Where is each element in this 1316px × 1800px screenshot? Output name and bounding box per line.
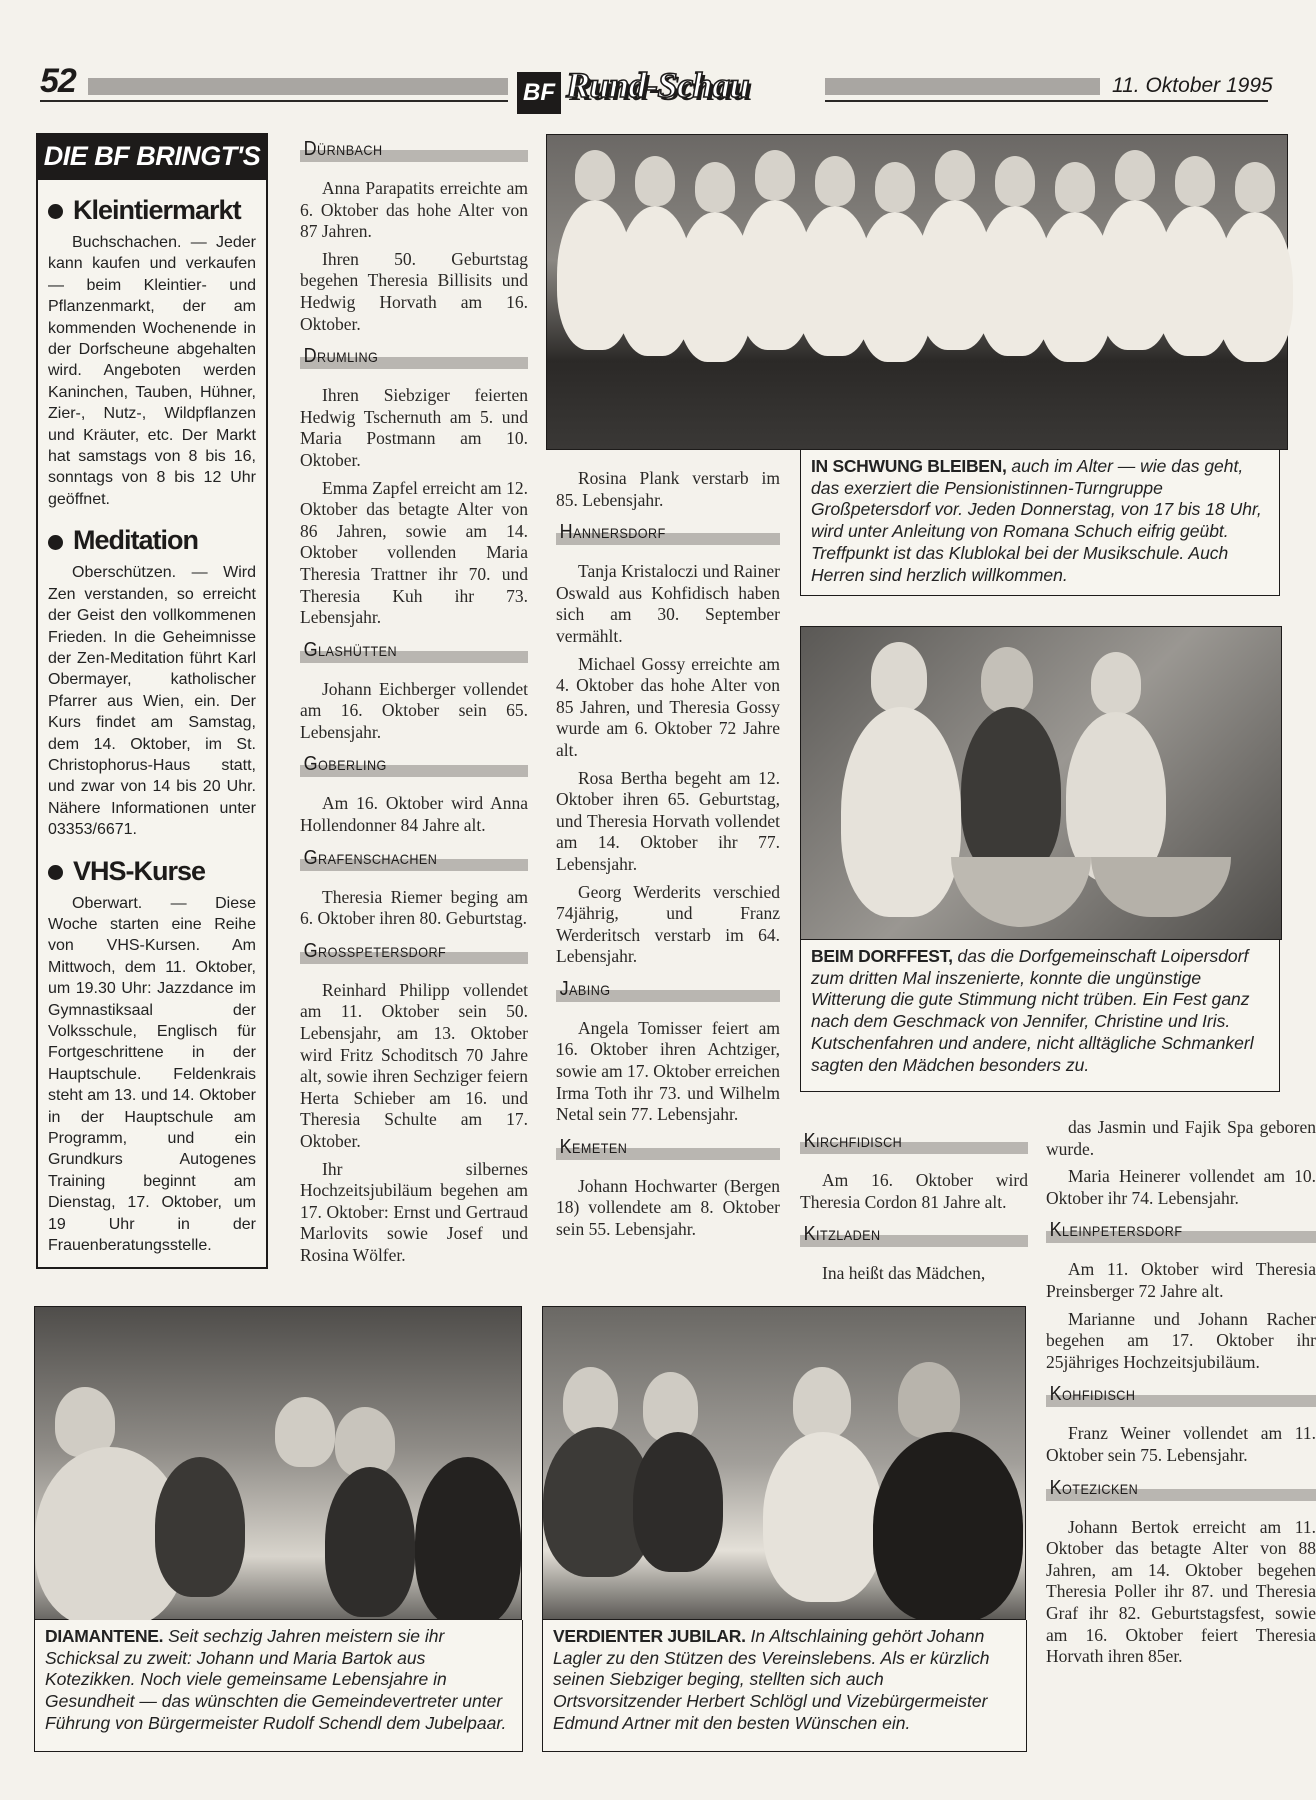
masthead-rule-left [40, 100, 508, 102]
section-heading-text: Grafenschachen [303, 846, 438, 869]
news-section [556, 1136, 780, 1241]
photo-diamantene [34, 1306, 522, 1620]
news-paragraph: Ihren Siebziger feierten Hedwig Tschernuth am 5. und Maria Postmann am 10. Oktober. [300, 385, 528, 470]
news-section [300, 847, 528, 930]
column-2 [300, 128, 528, 1273]
news-section [300, 639, 528, 744]
caption-text: In Altschlaining gehört Johann Lagler zu den Stützen des Vereinslebens. Als er kürzlich seinen Siebziger beging, stellten sich auch Ortsvorsitzender Herbert Schlögl und Vizebürgermeister Edmund Artner mit den besten Wünschen ein. [553, 1626, 990, 1733]
news-paragraph: Tanja Kristaloczi und Rainer Oswald aus Kohfidisch haben sich am 30. September vermählt. [556, 561, 780, 646]
news-paragraph: Angela Tomisser feiert am 16. Oktober ihren Achtziger, sowie am 17. Oktober erreichen Irma Toth ihr 73. und Wilhelm Netal sein 77. Lebensjahr. [556, 1017, 781, 1125]
section-heading [556, 978, 780, 1004]
section-heading [556, 1136, 780, 1162]
section-heading-text: Jabing [559, 977, 611, 1000]
section-heading [300, 847, 528, 873]
person-head [575, 150, 615, 200]
person-head [635, 156, 675, 206]
news-paragraph: Ihren 50. Geburtstag begehen Theresia Billisits und Hedwig Horvath am 16. Oktober. [300, 248, 528, 334]
news-section [1046, 1219, 1316, 1373]
person-head [815, 156, 855, 206]
news-paragraph: Marianne und Johann Racher begehen am 17. Oktober ihr 25jähriges Hochzeitsjubiläum. [1046, 1308, 1316, 1372]
section-heading [1046, 1219, 1316, 1245]
person-head [935, 150, 975, 200]
section-heading [556, 521, 780, 547]
caption-turngruppe [800, 450, 1280, 596]
caption-jubilar [542, 1620, 1027, 1752]
caption-lead: IN SCHWUNG BLEIBEN, [811, 456, 1007, 476]
person-head [695, 162, 735, 212]
sidebar-heading-text: Meditation [73, 525, 198, 556]
news-paragraph: Johann Eichberger vollendet am 16. Oktober sein 65. Lebensjahr. [300, 678, 528, 742]
caption-lead: DIAMANTENE. [45, 1626, 164, 1646]
bullet-icon [48, 865, 63, 880]
section-heading-text: Grosspetersdorf [303, 939, 447, 962]
column-3 [556, 468, 780, 1247]
news-paragraph: Ihr silbernes Hochzeitsjubiläum begehen am 17. Oktober: Ernst und Gertraud Marlovits sowie Josef und Rosina Wölfer. [300, 1158, 528, 1265]
masthead-bar-left [88, 78, 508, 95]
caption-lead: BEIM DORFFEST, [811, 946, 953, 966]
publication-logo: Rund-Schau [566, 65, 750, 105]
section-heading-text: Kitzladen [803, 1223, 881, 1246]
caption-text: Seit sechzig Jahren meistern sie ihr Schicksal zu zweit: Johann und Maria Bartok aus Kotezikken. Noch viele gemeinsame Lebensjahre in Gesundheit — das wünschten die Gemeindevertreter unter Führung von Bürgermeister Rudolf Schendl dem Jubelpaar. [45, 1626, 507, 1733]
news-paragraph: Georg Werderits verschied 74jährig, und Franz Werderitsch verstarb im 64. Lebensjahr. [556, 881, 780, 967]
news-section [300, 940, 528, 1267]
news-section [556, 978, 780, 1126]
section-heading-text: Drumling [303, 345, 379, 368]
news-paragraph: Anna Parapatits erreichte am 6. Oktober das hohe Alter von 87 Jahren. [300, 178, 528, 242]
news-paragraph: Rosa Bertha begeht am 12. Oktober ihren 65. Geburtstag, und Theresia Horvath vollendet am 14. Oktober ihr 77. Lebensjahr. [556, 767, 780, 874]
news-paragraph: Maria Heinerer vollendet am 10. Oktober ihr 74. Lebensjahr. [1046, 1166, 1316, 1208]
section-heading [300, 345, 528, 371]
news-section [1046, 1383, 1316, 1466]
sidebar-box [36, 133, 268, 1269]
person-body [1217, 212, 1293, 362]
section-heading [800, 1223, 1028, 1249]
news-section [300, 138, 528, 335]
section-heading-text: Dürnbach [303, 138, 383, 160]
news-paragraph: Am 16. Oktober wird Theresia Cordon 81 Jahre alt. [800, 1170, 1028, 1212]
person-head [1175, 156, 1215, 206]
news-paragraph: Am 16. Oktober wird Anna Hollendonner 84 Jahre alt. [300, 793, 528, 836]
section-heading [1046, 1477, 1316, 1503]
sidebar-item-heading [48, 524, 266, 556]
column-4 [800, 1120, 1028, 1291]
news-paragraph: Am 11. Oktober wird Theresia Preinsberger 72 Jahre alt. [1046, 1259, 1316, 1301]
person-head [1115, 150, 1155, 200]
photo-jubilar [542, 1306, 1026, 1620]
section-heading [300, 138, 528, 164]
person-head [875, 162, 915, 212]
news-paragraph: Johann Bertok erreicht am 11. Oktober das betagte Alter von 88 Jahren, am 14. Oktober begehen Theresia Poller ihr 87. und Theresia Graf ihr 82. Geburtstagsfest, sowie am 16. Oktober feiert Theresia Horvath ihren 85er. [1046, 1516, 1316, 1667]
news-paragraph: Theresia Riemer beging am 6. Oktober ihren 80. Geburtstag. [300, 886, 528, 929]
news-section [800, 1223, 1028, 1285]
person-head [1055, 162, 1095, 212]
section-heading-text: Kirchfidisch [803, 1130, 903, 1152]
news-paragraph: Reinhard Philipp vollendet am 11. Oktober sein 50. Lebensjahr, am 13. Oktober wird Fritz Schoditsch 70 Jahre alt, sowie ihren Sechziger feiern Herta Schieber am 16. und Theresia Schulte am 17. Oktober. [300, 979, 528, 1151]
section-heading [300, 639, 528, 665]
sidebar-heading-text: Kleintiermarkt [73, 195, 241, 225]
section-heading-text: Hannersdorf [559, 521, 666, 544]
person-head [1235, 162, 1275, 212]
caption-text: das die Dorfgemeinschaft Loipersdorf zum dritten Mal inszenierte, konnte die ungünstige Witterung die gute Stimmung nicht trüben. Ein Fest ganz nach dem Geschmack von Jennifer, Christine und Iris. Kutschenfahren und andere, nicht alltägliche Schmankerl sagten den Mädchen besonders zu. [811, 946, 1254, 1075]
issue-date: 11. Oktober 1995 [1112, 74, 1273, 97]
news-section [300, 345, 528, 629]
news-paragraph: Michael Gossy erreichte am 4. Oktober das hohe Alter von 85 Jahren, und Theresia Gossy wurde am 6. Oktober 72 Jahre alt. [556, 653, 780, 760]
sidebar-item-text: Oberwart. — Diese Woche starten eine Reihe von VHS-Kursen. Am Mittwoch, dem 11. Oktober, um 19.30 Uhr: Jazzdance im Gymnastiksaal der Volksschule, Englisch für Fortgeschrittene in der Hauptschule. Feldenkrais steht am 13. und 14. Oktober in der Hauptschule am Programm, und ein Grundkurs Autogenes Training beginnt am Dienstag, 17. Oktober, um 19 Uhr in der Frauenberatungsstelle. [48, 894, 256, 1255]
sidebar-item-heading [48, 855, 266, 887]
news-section [800, 1130, 1028, 1213]
logo-mark: BF [517, 72, 561, 114]
photo-dorffest [800, 626, 1282, 940]
section-heading [800, 1130, 1028, 1156]
masthead-rule-right [825, 100, 1268, 102]
column-5 [1046, 1117, 1316, 1674]
section-heading-text: Kotezicken [1049, 1476, 1139, 1499]
news-section [1046, 1477, 1316, 1668]
news-paragraph: Rosina Plank verstarb im 85. Lebensjahr. [556, 468, 780, 510]
sidebar-item-text: Oberschützen. — Wird Zen verstanden, so erreicht der Geist den vollkommenen Frieden. In die Geheimnisse der Zen-Meditation führt Karl Obermayer, katholischer Pfarrer aus Wien, ein. Der Kurs findet am Samstag, dem 14. Oktober, im St. Christophorus-Haus statt, und zwar von 14 bis 20 Uhr. Nähere Informationen unter 03353/6671. [48, 564, 256, 839]
section-heading [1046, 1383, 1316, 1409]
section-heading-text: Kohfidisch [1049, 1383, 1136, 1406]
news-section [556, 468, 780, 511]
section-heading [300, 940, 528, 966]
news-paragraph: das Jasmin und Fajik Spa geboren wurde. [1046, 1117, 1316, 1159]
news-paragraph: Emma Zapfel erreicht am 12. Oktober das betagte Alter von 86 Jahren, sowie am 14. Oktober vollenden Maria Theresia Trattner ihr 70. und Theresia Kuh ihr 73. Lebensjahr. [300, 477, 528, 628]
news-section [1046, 1117, 1316, 1209]
caption-diamantene [34, 1620, 523, 1752]
section-heading-text: Kemeten [559, 1135, 628, 1158]
section-heading-text: Kleinpetersdorf [1049, 1219, 1183, 1242]
caption-text: auch im Alter — wie das geht, das exerziert die Pensionistinnen-Turngruppe Großpetersdorf vor. Jeden Donnerstag, von 17 bis 18 Uhr, wird unter Anleitung von Romana Schuch eifrig geübt. Treffpunkt ist das Klublokal bei der Musikschule. Auch Herren sind herzlich willkommen. [811, 456, 1262, 585]
news-paragraph: Franz Weiner vollendet am 11. Oktober sein 75. Lebensjahr. [1046, 1423, 1316, 1465]
sidebar-title: DIE BF BRINGT'S [38, 135, 266, 180]
bullet-icon [48, 535, 63, 550]
section-heading-text: Goberling [303, 753, 387, 776]
person-head [995, 156, 1035, 206]
caption-dorffest [800, 940, 1280, 1092]
page-number: 52 [40, 62, 76, 100]
masthead-bar-right [825, 78, 1100, 95]
sidebar-items [38, 194, 266, 1256]
sidebar-item-text: Buchschachen. — Jeder kann kaufen und verkaufen — beim Kleintier- und Pflanzenmarkt, der am kommenden Wochenende in der Dorfscheune abgehalten wird. Angeboten werden Kaninchen, Tauben, Hühner, Zier-, Nutz-, Wildpflanzen und Kräuter, etc. Der Markt hat samstags von 8 bis 16, sonntags von 8 bis 12 Uhr geöffnet. [48, 234, 256, 508]
section-heading-text: Glashütten [303, 638, 398, 661]
news-section [556, 521, 780, 968]
person-head [755, 150, 795, 200]
news-section [300, 753, 528, 836]
caption-lead: VERDIENTER JUBILAR. [553, 1626, 746, 1646]
news-paragraph: Ina heißt das Mädchen, [822, 1263, 986, 1284]
photo-turngruppe [546, 134, 1288, 450]
bullet-icon [48, 204, 63, 219]
section-heading [300, 753, 528, 779]
sidebar-item-heading [48, 194, 266, 226]
news-paragraph: Johann Hochwarter (Bergen 18) vollendete am 8. Oktober sein 55. Lebensjahr. [556, 1175, 780, 1240]
sidebar-heading-text: VHS-Kurse [73, 855, 206, 886]
